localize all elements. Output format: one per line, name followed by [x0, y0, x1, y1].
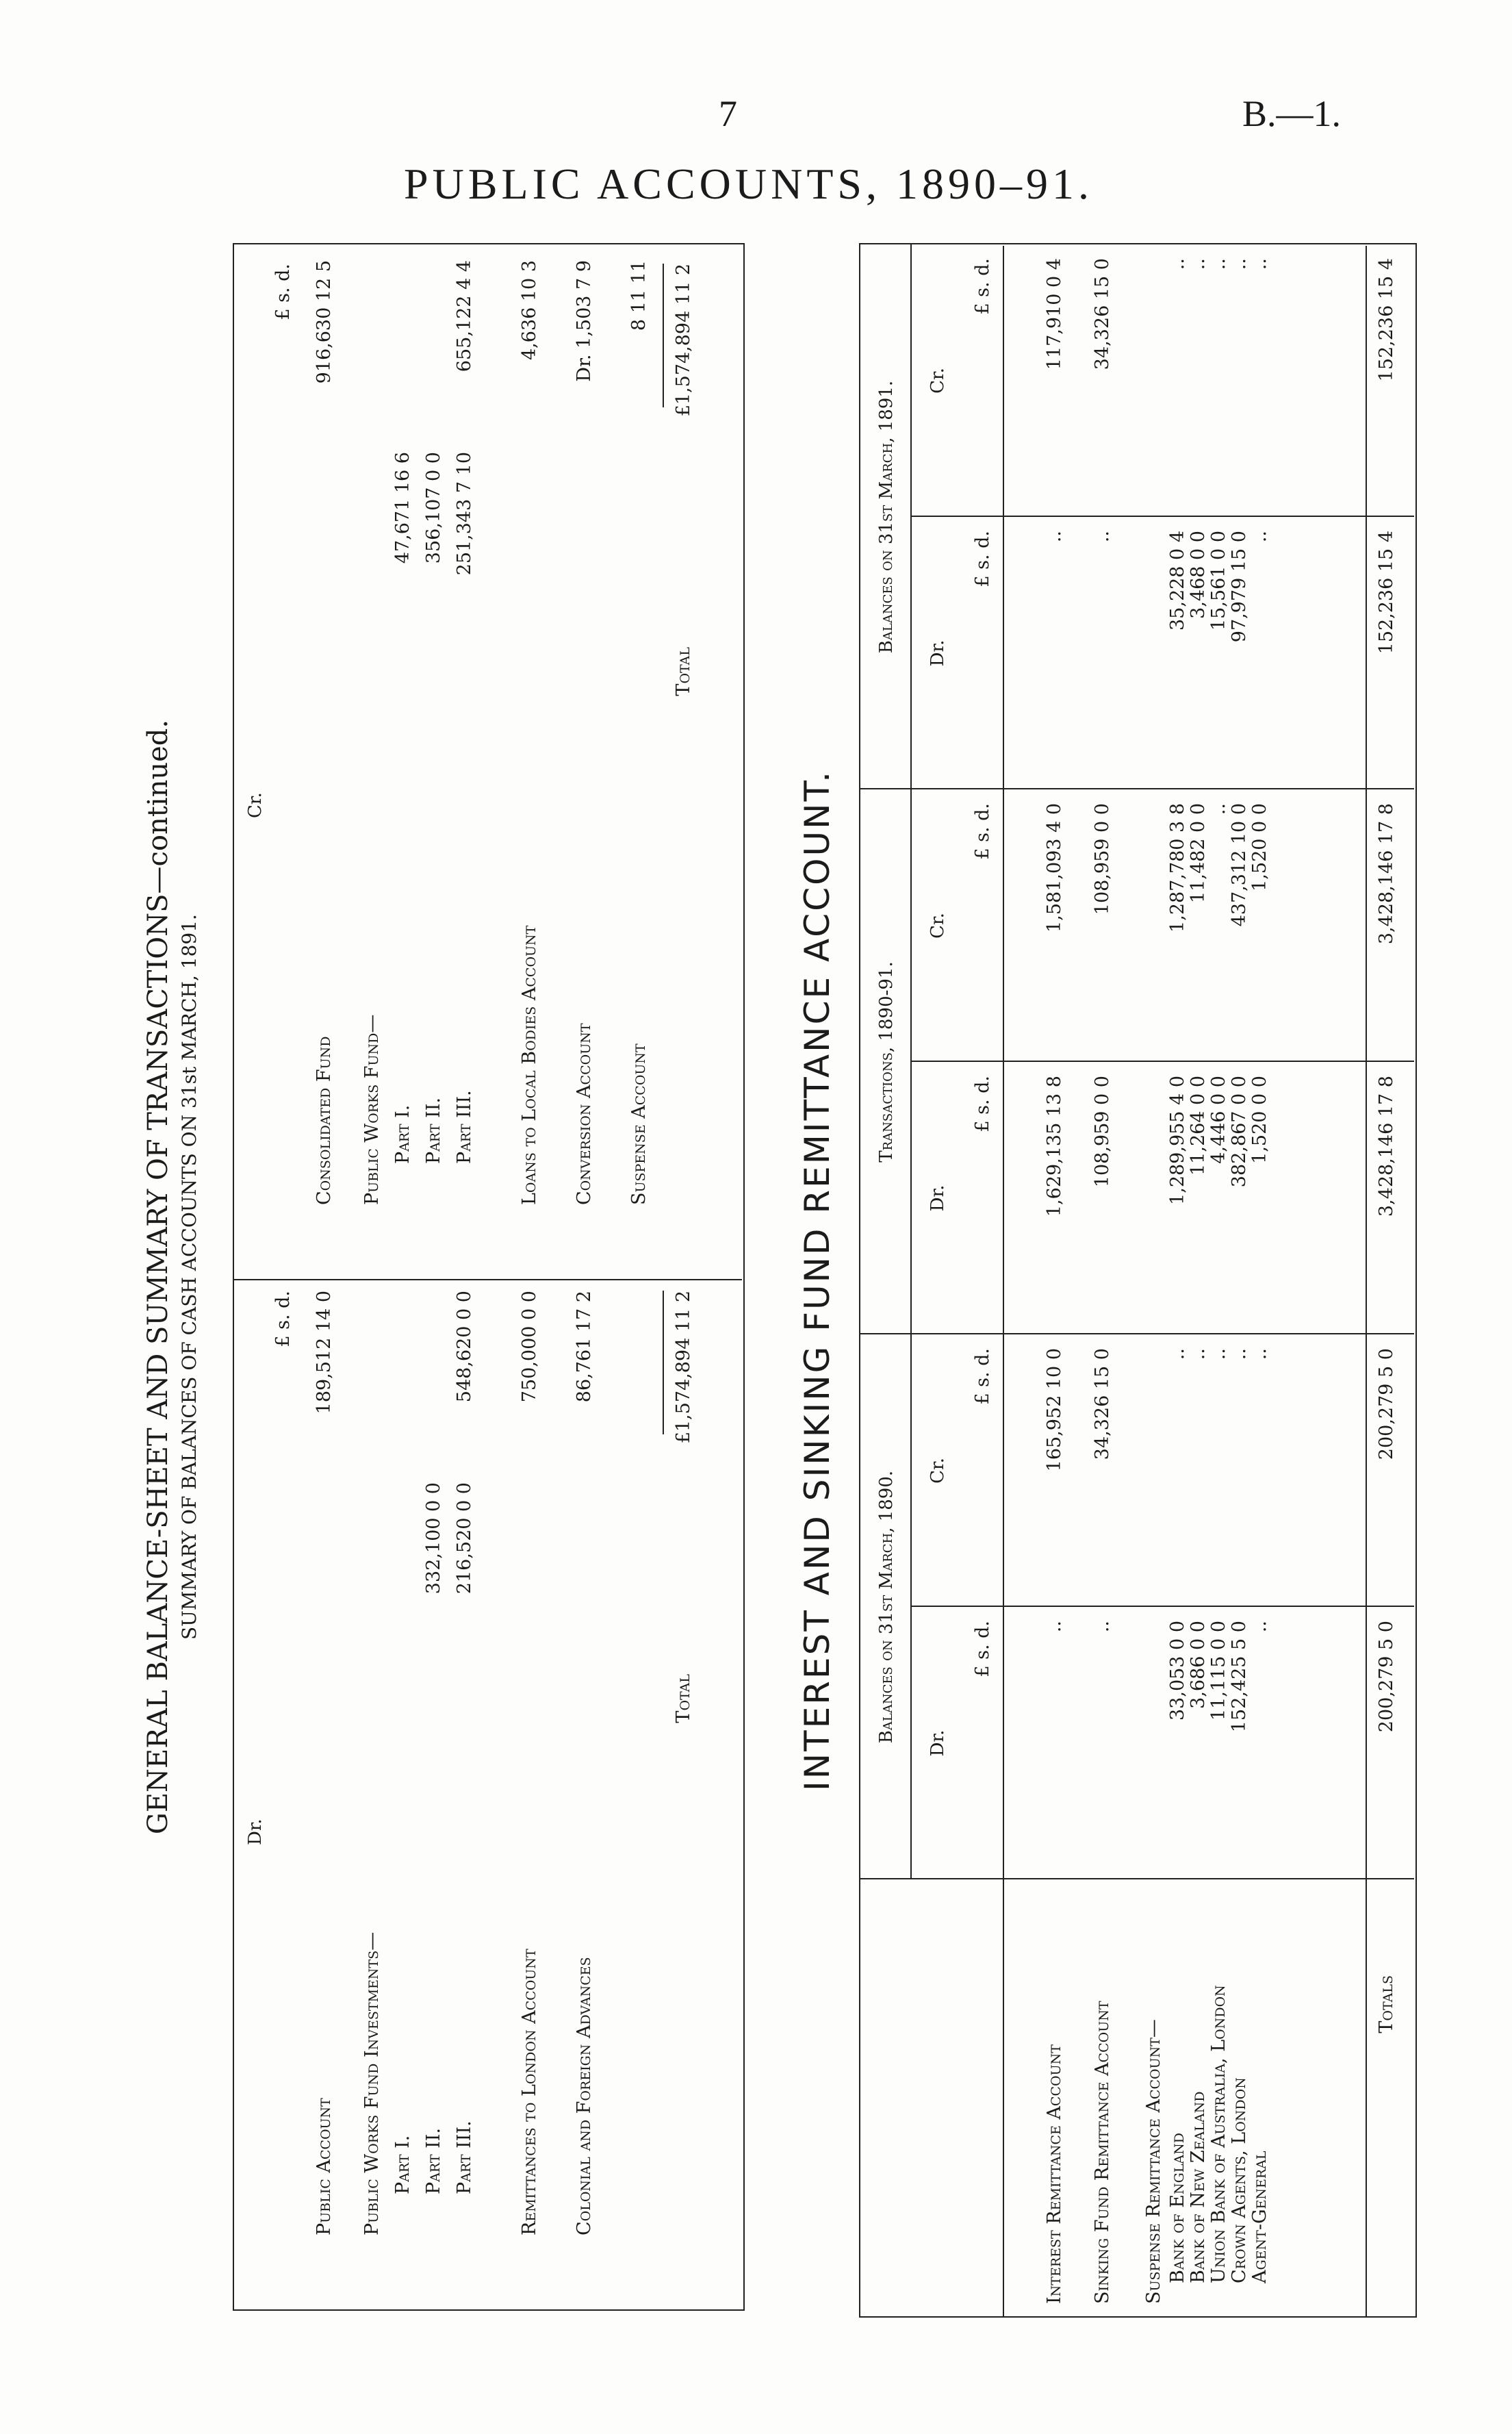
cr-row-label: Consolidated Fund — [313, 1036, 335, 1205]
remit-cell: .. — [1229, 1348, 1250, 1360]
page-title: PUBLIC ACCOUNTS, 1890–91. — [404, 160, 1093, 208]
cr-total-rule — [663, 264, 664, 407]
remit-cell: 35,228 0 4 — [1167, 531, 1188, 631]
cr-row-label: Part I. — [392, 1104, 413, 1164]
dr-row-total: 750,000 0 0 — [519, 1291, 540, 1403]
balance-sheet-title: GENERAL BALANCE-SHEET AND SUMMARY OF TRANSACTIONS—continued. — [142, 719, 174, 1835]
dr-heading: Dr. — [927, 1729, 948, 1757]
remit-cell: 3,468 0 0 — [1188, 531, 1209, 619]
remit-cell: 11,482 0 0 — [1188, 803, 1209, 903]
totals-cell: 152,236 15 4 — [1376, 258, 1397, 382]
balance-sheet-table — [142, 243, 745, 2311]
cr-heading: Cr. — [927, 368, 948, 394]
remit-cell: .. — [1188, 1348, 1209, 1360]
remit-row-label: Crown Agents, London — [1229, 2077, 1250, 2283]
cr-row-total: 655,122 4 4 — [454, 260, 475, 372]
remit-cell: 1,581,093 4 0 — [1044, 803, 1065, 933]
totals-label: Totals — [1376, 1975, 1397, 2033]
cr-row-label: Conversion Account — [574, 1023, 595, 1205]
remit-cell: .. — [1167, 258, 1188, 270]
group-heading: Balances on 31st March, 1890. — [876, 1470, 897, 1744]
remit-cell: .. — [1167, 1348, 1188, 1360]
balance-sheet-frame — [233, 243, 745, 2311]
page-number: 7 — [719, 93, 737, 134]
totals-cell: 3,428,146 17 8 — [1376, 1076, 1397, 1217]
totals-cell: 200,279 5 0 — [1376, 1348, 1397, 1460]
dr-lsd-header: £ s. d. — [272, 1291, 294, 1347]
totals-rule — [1366, 246, 1367, 2318]
remit-cell: 108,959 0 0 — [1092, 1076, 1113, 1188]
remit-cell: 97,979 15 0 — [1229, 531, 1250, 643]
remit-row-label: Suspense Remittance Account— — [1143, 2019, 1164, 2304]
remit-cell: 1,289,955 4 0 — [1167, 1076, 1188, 1205]
remit-cell: 165,952 10 0 — [1044, 1348, 1065, 1472]
remit-cell: .. — [1249, 1621, 1270, 1633]
document-reference: B.—1. — [1242, 93, 1342, 134]
remit-cell: 437,312 10 0 — [1229, 803, 1250, 927]
remit-cell: 15,561 0 0 — [1208, 531, 1229, 631]
remit-cell: 152,425 5 0 — [1229, 1621, 1250, 1733]
lsd-header: £ s. d. — [972, 803, 993, 860]
remit-cell: .. — [1208, 803, 1229, 815]
remit-cell: 33,053 0 0 — [1167, 1621, 1188, 1721]
remit-cell: .. — [1092, 1621, 1113, 1633]
remit-row-label: Bank of New Zealand — [1188, 2091, 1209, 2283]
cr-row-total: Dr. 1,503 7 9 — [574, 260, 595, 382]
dr-row-label: Public Works Fund Investments— — [361, 1931, 383, 2235]
cr-row-label: Suspense Account — [628, 1043, 650, 1205]
remit-row-label: Bank of England — [1167, 2132, 1188, 2283]
group-heading: Balances on 31st March, 1891. — [876, 380, 897, 654]
totals-cell: 3,428,146 17 8 — [1376, 803, 1397, 945]
group-heading: Transactions, 1890-91. — [876, 961, 897, 1163]
cr-row-label: Loans to Local Bodies Account — [519, 925, 540, 1205]
cr-row-label: Part III. — [454, 1090, 475, 1164]
remit-cell: 1,520 0 0 — [1249, 803, 1270, 891]
remit-cell: 34,326 15 0 — [1092, 258, 1113, 370]
balance-sheet-subtitle: SUMMARY OF BALANCES OF CASH ACCOUNTS ON 31st MARCH, 1891. — [178, 914, 201, 1640]
remit-cell: .. — [1208, 1348, 1229, 1360]
remit-cell: .. — [1188, 258, 1209, 270]
cr-heading: Cr. — [927, 1458, 948, 1484]
cr-heading: Cr. — [927, 913, 948, 939]
totals-cell: 200,279 5 0 — [1376, 1621, 1397, 1733]
remit-cell: 1,287,780 3 8 — [1167, 803, 1188, 933]
cr-row-total: 8 11 11 — [628, 260, 650, 331]
dr-row-subtotal: 332,100 0 0 — [423, 1482, 444, 1595]
remit-cell: .. — [1092, 531, 1113, 543]
remit-cell: .. — [1044, 531, 1065, 543]
remit-cell: 1,520 0 0 — [1249, 1076, 1270, 1164]
remit-cell: .. — [1208, 258, 1229, 270]
dr-heading: Dr. — [927, 639, 948, 667]
cr-row-subtotal: 47,671 16 6 — [392, 452, 413, 564]
lsd-header: £ s. d. — [972, 1076, 993, 1132]
remittance-title: INTEREST AND SINKING FUND REMITTANCE ACCOUNT. — [797, 770, 837, 1791]
lsd-header: £ s. d. — [972, 258, 993, 315]
dr-row-total: 86,761 17 2 — [574, 1291, 595, 1403]
remit-cell: 34,326 15 0 — [1092, 1348, 1113, 1460]
remit-cell: .. — [1249, 531, 1270, 543]
remit-cell: 108,959 0 0 — [1092, 803, 1113, 915]
remit-cell: 11,115 0 0 — [1208, 1621, 1229, 1721]
dr-row-label: Remittances to London Account — [519, 1949, 540, 2235]
cr-row-total: 916,630 12 5 — [313, 260, 335, 384]
dr-row-subtotal: 216,520 0 0 — [454, 1482, 475, 1595]
remit-cell: 1,629,135 13 8 — [1044, 1076, 1065, 1217]
dr-row-label: Part II. — [423, 2127, 444, 2194]
dr-total-rule — [663, 1291, 664, 1434]
remit-cell: 11,264 0 0 — [1188, 1076, 1209, 1176]
dr-total-value: £1,574,894 11 2 — [673, 1291, 694, 1444]
cr-total-value: £1,574,894 11 2 — [673, 264, 694, 417]
remit-cell: .. — [1249, 258, 1270, 270]
cr-row-label: Public Works Fund— — [361, 1014, 383, 1205]
dr-row-label: Colonial and Foreign Advances — [574, 1957, 595, 2235]
dr-total-label: Total — [673, 1674, 694, 1723]
cr-row-total: 4,636 10 3 — [519, 260, 540, 360]
cr-row-subtotal: 251,343 7 10 — [454, 452, 475, 576]
header-bottom-rule — [1003, 246, 1004, 2318]
remit-cell: 117,910 0 4 — [1044, 258, 1065, 370]
remit-row-label: Union Bank of Australia, London — [1208, 1985, 1229, 2283]
remit-cell: 3,686 0 0 — [1188, 1621, 1209, 1709]
remit-cell: .. — [1249, 1348, 1270, 1360]
dr-heading: Dr. — [927, 1184, 948, 1212]
dr-row-label: Part III. — [454, 2120, 475, 2194]
dr-row-label: Public Account — [313, 2098, 335, 2235]
lsd-header: £ s. d. — [972, 1621, 993, 1677]
lsd-header: £ s. d. — [972, 1348, 993, 1405]
dr-row-total: 548,620 0 0 — [454, 1291, 475, 1403]
remit-cell: 382,867 0 0 — [1229, 1076, 1250, 1188]
dr-cr-divider — [233, 1279, 742, 1280]
cr-row-subtotal: 356,107 0 0 — [423, 452, 444, 564]
dr-row-total: 189,512 14 0 — [313, 1291, 335, 1415]
remit-row-label: Interest Remittance Account — [1044, 2044, 1065, 2304]
totals-cell: 152,236 15 4 — [1376, 531, 1397, 655]
remit-cell: .. — [1044, 1621, 1065, 1633]
remit-row-label: Sinking Fund Remittance Account — [1092, 2001, 1113, 2304]
remittance-table — [797, 243, 1417, 2318]
dr-row-label: Part I. — [392, 2135, 413, 2194]
dr-heading: Dr. — [245, 1818, 266, 1845]
remit-cell: .. — [1229, 258, 1250, 270]
cr-lsd-header: £ s. d. — [272, 264, 294, 320]
remit-row-label: Agent-General — [1249, 2151, 1270, 2283]
cr-heading: Cr. — [245, 792, 266, 818]
remit-cell: 4,446 0 0 — [1208, 1076, 1229, 1164]
cr-row-label: Part II. — [423, 1097, 444, 1164]
group-header-rule — [910, 244, 912, 1879]
cr-total-label: Total — [673, 647, 694, 696]
lsd-header: £ s. d. — [972, 531, 993, 587]
